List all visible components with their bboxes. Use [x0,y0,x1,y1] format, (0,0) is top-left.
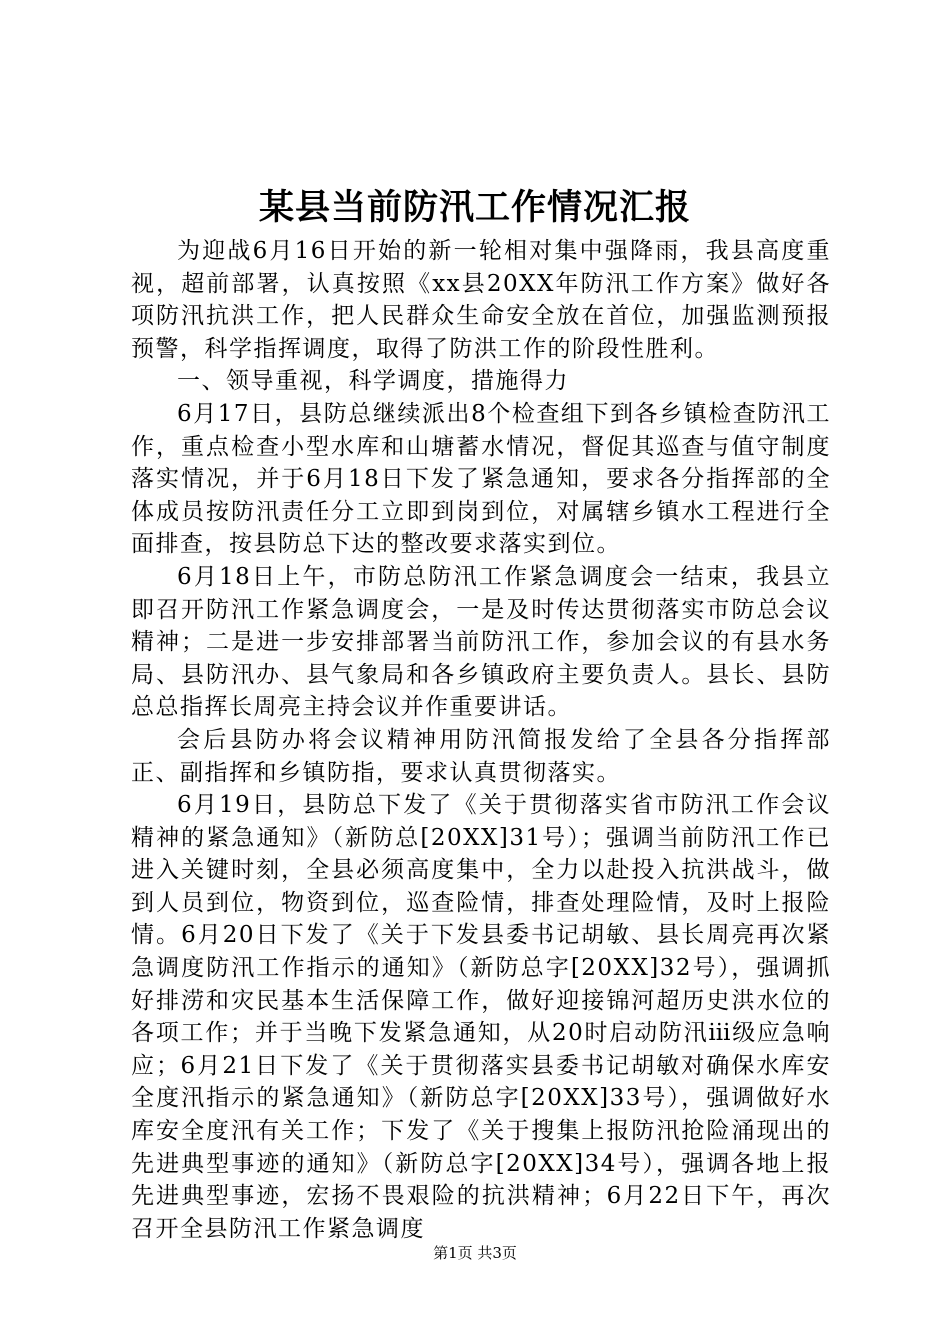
document-title: 某县当前防汛工作情况汇报 [258,187,691,228]
paragraph-intro: 为迎战6月16日开始的新一轮相对集中强降雨，我县高度重视，超前部署，认真按照《xx县20XX年防汛工作方案》做好各项防汛抗洪工作，把人民群众生命安全放在首位，加强监测预报预警，科学指挥调度，取得了防洪工作的阶段性胜利。 [131,238,831,362]
page-footer: 第1页 共3页 [433,1244,517,1262]
paragraph-june-17: 6月17日，县防总继续派出8个检查组下到各乡镇检查防汛工作，重点检查小型水库和山塘蓄水情况，督促其巡查与值守制度落实情况，并于6月18日下发了紧急通知，要求各分指挥部的全体成员按防汛责任分工立即到岗到位，对属辖乡镇水工程进行全面排查，按县防总下达的整改要求落实到位。 [131,400,831,558]
paragraph-after-meeting: 会后县防办将会议精神用防汛简报发给了全县各分指挥部正、副指挥和乡镇防指，要求认真贯彻落实。 [131,726,831,786]
paragraph-june-19: 6月19日，县防总下发了《关于贯彻落实省市防汛工作会议精神的紧急通知》（新防总[20XX]31号）；强调当前防汛工作已进入关键时刻，全县必须高度集中，全力以赴投入抗洪战斗，做到人员到位，物资到位，巡查险情，排查处理险情，及时上报险情。6月20日下发了《关于下发县委书记胡敏、县长周亮再次紧急调度防汛工作指示的通知》（新防总字[20XX]32号），强调抓好排涝和灾民基本生活保障工作，做好迎接锦河超历史洪水位的各项工作；并于当晚下发紧急通知，从20时启动防汛ⅲ级应急响应；6月21日下发了《关于贯彻落实县委书记胡敏对确保水库安全度汛指示的紧急通知》（新防总字[20XX]33号），强调做好水库安全度汛有关工作；下发了《关于搜集上报防汛抢险涌现出的先进典型事迹的通知》（新防总字[20XX]34号），强调各地上报先进典型事迹，宏扬不畏艰险的抗洪精神；6月22日下午，再次召开全县防汛工作紧急调度 [131,792,831,1242]
paragraph-june-18: 6月18日上午，市防总防汛工作紧急调度会一结束，我县立即召开防汛工作紧急调度会，一是及时传达贯彻落实市防总会议精神；二是进一步安排部署当前防汛工作，参加会议的有县水务局、县防汛办、县气象局和各乡镇政府主要负责人。县长、县防总总指挥长周亮主持会议并作重要讲话。 [131,563,831,721]
document-body [131,235,831,1245]
section-heading-1: 一、领导重视，科学调度，措施得力 [177,368,569,395]
